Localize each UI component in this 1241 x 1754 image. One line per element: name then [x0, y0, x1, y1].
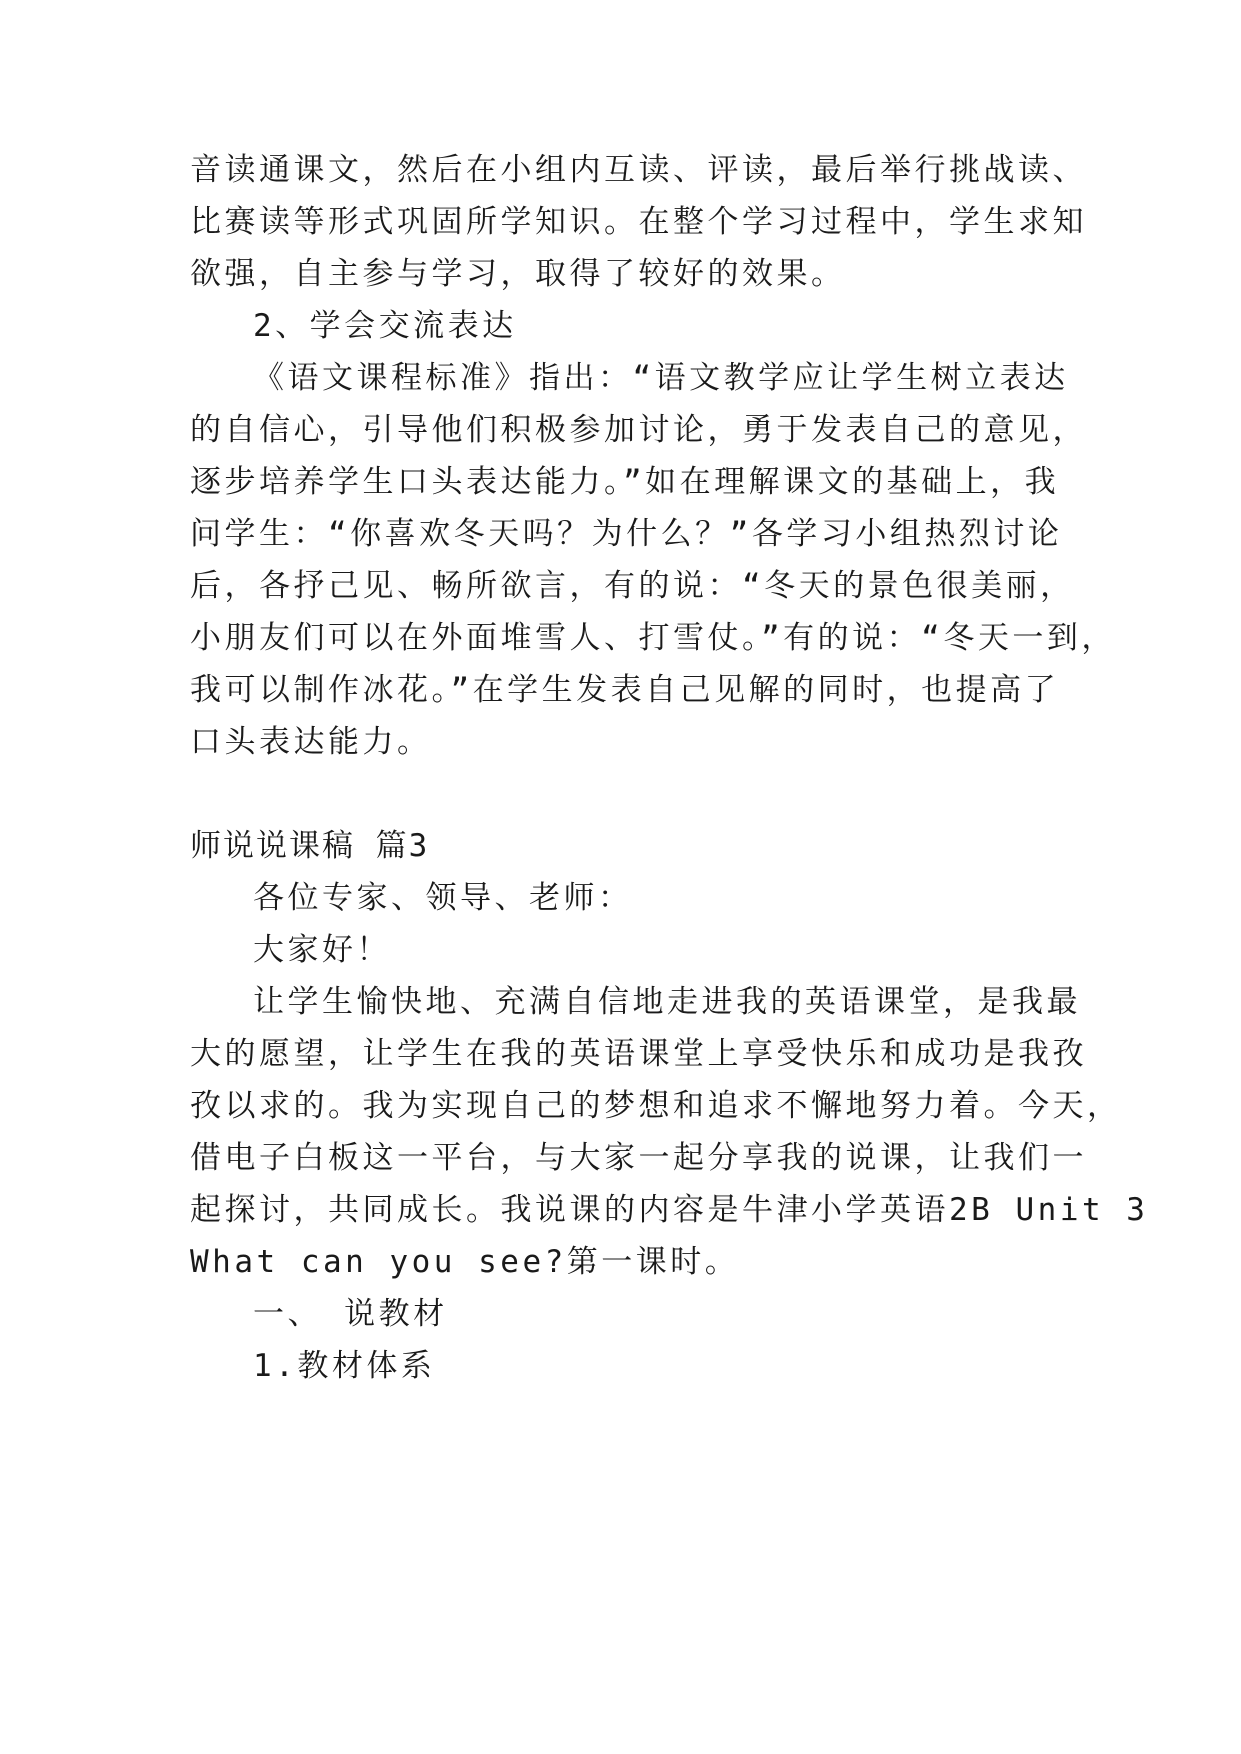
paragraph-line: 欲强，自主参与学习，取得了较好的效果。	[190, 256, 846, 292]
section-heading: 一、 说教材	[253, 1296, 448, 1332]
paragraph-line: 逐步培养学生口头表达能力。”如在理解课文的基础上，我	[190, 464, 1060, 500]
greeting-line: 各位专家、领导、老师：	[253, 880, 633, 916]
paragraph-line: What can you see?第一课时。	[190, 1244, 740, 1280]
paragraph-line: 的自信心，引导他们积极参加讨论，勇于发表自己的意见，	[190, 412, 1087, 448]
paragraph-line: 后，各抒己见、畅所欲言，有的说：“冬天的景色很美丽，	[190, 568, 1075, 604]
greeting-line: 大家好！	[253, 932, 391, 968]
paragraph-line: 口头表达能力。	[190, 724, 432, 760]
paragraph-line: 问学生：“你喜欢冬天吗？为什么？”各学习小组热烈讨论	[190, 516, 1063, 552]
subheading: 2、学会交流表达	[253, 308, 517, 344]
paragraph-line: 比赛读等形式巩固所学知识。在整个学习过程中，学生求知	[190, 204, 1087, 240]
paragraph-line: 孜以求的。我为实现自己的梦想和追求不懈地努力着。今天，	[190, 1088, 1122, 1124]
paragraph-line: 让学生愉快地、充满自信地走进我的英语课堂，是我最	[253, 984, 1081, 1020]
paragraph-line: 借电子白板这一平台，与大家一起分享我的说课，让我们一	[190, 1140, 1087, 1176]
paragraph-line: 小朋友们可以在外面堆雪人、打雪仗。”有的说：“冬天一到，	[190, 620, 1116, 656]
paragraph-line: 音读通课文，然后在小组内互读、评读，最后举行挑战读、	[190, 152, 1087, 188]
section-title: 师说说课稿 篇3	[190, 828, 430, 864]
paragraph-line: 大的愿望，让学生在我的英语课堂上享受快乐和成功是我孜	[190, 1036, 1087, 1072]
paragraph-line: 起探讨，共同成长。我说课的内容是牛津小学英语2B Unit 3	[190, 1192, 1149, 1228]
subsection-heading: 1.教材体系	[253, 1348, 436, 1384]
paragraph-line: 《语文课程标准》指出：“语文教学应让学生树立表达	[253, 360, 1069, 396]
paragraph-line: 我可以制作冰花。”在学生发表自己见解的同时，也提高了	[190, 672, 1060, 708]
